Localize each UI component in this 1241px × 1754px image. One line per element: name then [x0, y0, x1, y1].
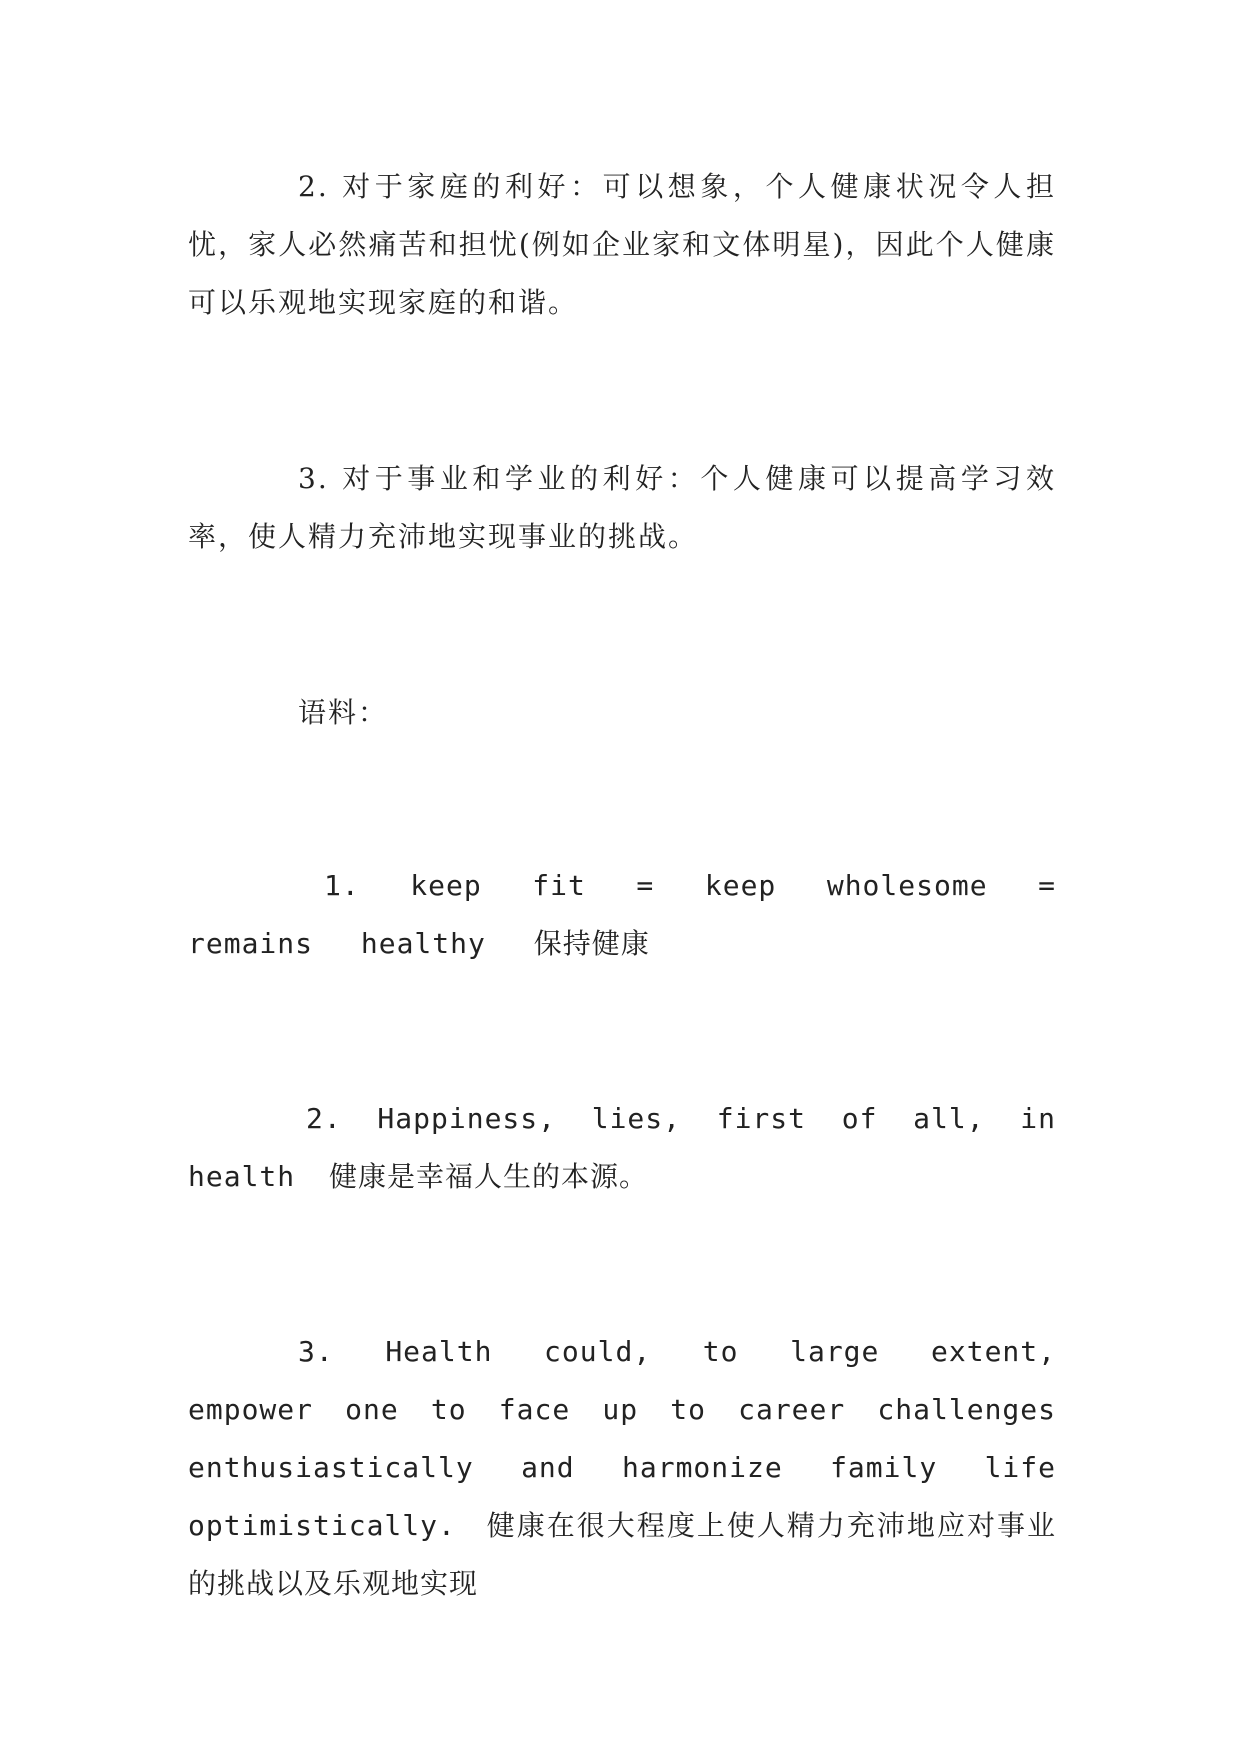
corpus-item-happiness: 2. Happiness, lies, first of all, in health 健康是幸福人生的本源。: [188, 1102, 1056, 1193]
corpus-heading: 语料：: [298, 696, 389, 729]
corpus-item-keep-fit: 1. keep fit = keep wholesome = remains healthy 保持健康: [188, 869, 1056, 960]
paragraph-career-benefit: 3. 对于事业和学业的利好：个人健康可以提高学习效率，使人精力充沛地实现事业的挑战。: [188, 462, 1056, 553]
corpus-item-health-empower: 3. Health could, to large extent, empower one to face up to career challenges enthusiastically and harmonize family life optimistically. 健康在很大程度上使人精力充沛地应对事业的挑战以及乐观地实现: [188, 1335, 1056, 1600]
paragraph-family-benefit: 2. 对于家庭的利好：可以想象，个人健康状况令人担忧，家人必然痛苦和担忧(例如企业家和文体明星)，因此个人健康可以乐观地实现家庭的和谐。: [188, 170, 1056, 319]
